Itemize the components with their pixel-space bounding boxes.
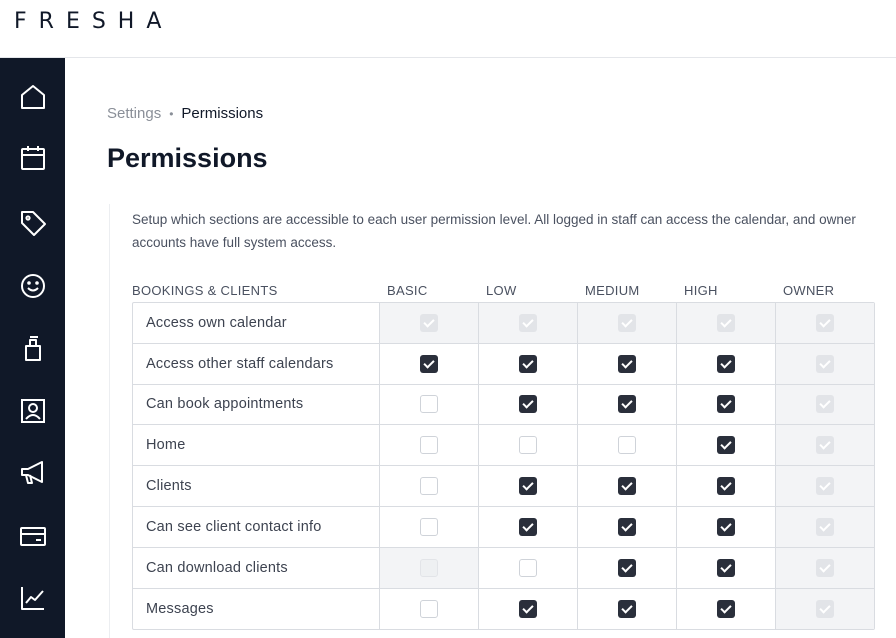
chart-icon	[18, 583, 48, 613]
permission-checkbox-high[interactable]	[717, 355, 735, 373]
permission-cell-medium	[577, 589, 676, 630]
table-row	[133, 344, 874, 385]
permission-cell-owner	[775, 303, 874, 343]
permission-cell-medium	[577, 507, 676, 547]
level-header-basic: BASIC	[387, 283, 428, 298]
permission-cell-owner	[775, 425, 874, 465]
permission-cell-basic	[379, 385, 478, 425]
permission-cell-owner	[775, 466, 874, 506]
table-body	[132, 302, 875, 630]
permission-checkbox-high[interactable]	[717, 518, 735, 536]
permission-checkbox-owner	[816, 477, 834, 495]
permission-label: Home	[146, 437, 186, 454]
permission-checkbox-high	[717, 314, 735, 332]
permission-checkbox-owner	[816, 436, 834, 454]
fresha-logo[interactable]: FRESHA	[14, 9, 174, 34]
permission-checkbox-basic	[420, 559, 438, 577]
permission-cell-owner	[775, 385, 874, 425]
permission-checkbox-owner	[816, 559, 834, 577]
home-icon	[18, 82, 48, 112]
permission-cell-high	[676, 344, 775, 384]
permission-checkbox-basic[interactable]	[420, 518, 438, 536]
permission-checkbox-basic[interactable]	[420, 355, 438, 373]
permission-checkbox-medium[interactable]	[618, 518, 636, 536]
permission-cell-owner	[775, 589, 874, 630]
permission-checkbox-medium[interactable]	[618, 436, 636, 454]
permission-cell-high	[676, 303, 775, 343]
smiley-icon	[18, 271, 48, 301]
permission-cell-low	[478, 548, 577, 588]
permission-checkbox-owner	[816, 314, 834, 332]
sidebar-item-clients[interactable]	[0, 262, 65, 310]
staff-id-icon	[18, 396, 48, 426]
permission-cell-basic	[379, 548, 478, 588]
permission-label: Can download clients	[146, 559, 288, 576]
breadcrumb-settings-link[interactable]: Settings	[107, 105, 162, 122]
permission-checkbox-basic	[420, 314, 438, 332]
permission-cell-high	[676, 507, 775, 547]
permission-cell-basic	[379, 344, 478, 384]
permission-cell-basic	[379, 589, 478, 630]
breadcrumb-current: Permissions	[181, 105, 264, 122]
sidebar	[0, 58, 65, 638]
main-content	[65, 59, 896, 638]
table-row	[133, 589, 874, 630]
permission-cell-low	[478, 425, 577, 465]
tag-icon	[18, 208, 48, 238]
permission-checkbox-low	[519, 314, 537, 332]
permission-checkbox-low[interactable]	[519, 395, 537, 413]
sidebar-item-reports[interactable]	[0, 574, 65, 622]
permissions-card	[109, 204, 896, 638]
permission-cell-low	[478, 589, 577, 630]
table-row	[133, 548, 874, 589]
permission-checkbox-basic[interactable]	[420, 600, 438, 618]
permission-checkbox-medium[interactable]	[618, 355, 636, 373]
permission-checkbox-high[interactable]	[717, 559, 735, 577]
page-title: Permissions	[107, 143, 268, 173]
sidebar-item-services[interactable]	[0, 324, 65, 372]
sidebar-item-home[interactable]	[0, 73, 65, 121]
permission-cell-low	[478, 385, 577, 425]
permission-checkbox-medium[interactable]	[618, 600, 636, 618]
table-row	[133, 507, 874, 548]
permission-label: Can see client contact info	[146, 518, 322, 535]
permission-checkbox-basic[interactable]	[420, 395, 438, 413]
permission-cell-medium	[577, 548, 676, 588]
permission-cell-medium	[577, 466, 676, 506]
permission-checkbox-high[interactable]	[717, 395, 735, 413]
permission-checkbox-medium[interactable]	[618, 395, 636, 413]
table-row	[133, 385, 874, 426]
permission-checkbox-owner	[816, 600, 834, 618]
permission-checkbox-owner	[816, 395, 834, 413]
permission-cell-low	[478, 303, 577, 343]
permission-checkbox-medium	[618, 314, 636, 332]
permission-cell-medium	[577, 385, 676, 425]
permissions-intro: Setup which sections are accessible to each user permission level. All logged in staff can access the calendar, and owner accounts have full system access.	[132, 212, 856, 250]
permissions-table	[132, 280, 875, 630]
permission-label: Messages	[146, 600, 214, 617]
table-row	[133, 303, 874, 344]
permission-cell-medium	[577, 344, 676, 384]
permission-checkbox-low[interactable]	[519, 559, 537, 577]
level-header-owner: OWNER	[783, 283, 835, 298]
permission-cell-medium	[577, 303, 676, 343]
permission-cell-basic	[379, 303, 478, 343]
permission-checkbox-owner	[816, 518, 834, 536]
permission-checkbox-low[interactable]	[519, 600, 537, 618]
calendar-icon	[18, 143, 48, 173]
permission-cell-low	[478, 344, 577, 384]
permission-checkbox-medium[interactable]	[618, 477, 636, 495]
permission-checkbox-low[interactable]	[519, 477, 537, 495]
permission-cell-high	[676, 548, 775, 588]
breadcrumb	[107, 105, 263, 122]
sidebar-item-marketing[interactable]	[0, 448, 65, 496]
section-title: BOOKINGS & CLIENTS	[132, 283, 278, 298]
permission-cell-owner	[775, 344, 874, 384]
permission-checkbox-medium[interactable]	[618, 559, 636, 577]
permission-label: Access own calendar	[146, 314, 287, 331]
permission-cell-high	[676, 466, 775, 506]
top-bar	[0, 0, 896, 58]
permission-cell-basic	[379, 466, 478, 506]
sidebar-item-calendar[interactable]	[0, 134, 65, 182]
permission-cell-owner	[775, 507, 874, 547]
sidebar-item-staff[interactable]	[0, 387, 65, 435]
level-header-medium: MEDIUM	[585, 283, 640, 298]
permission-checkbox-low[interactable]	[519, 518, 537, 536]
permission-cell-high	[676, 385, 775, 425]
breadcrumb-separator: •	[169, 106, 174, 121]
permission-cell-basic	[379, 507, 478, 547]
permission-label: Clients	[146, 478, 192, 495]
level-header-low: LOW	[486, 283, 517, 298]
permission-checkbox-owner	[816, 355, 834, 373]
permission-cell-basic	[379, 425, 478, 465]
megaphone-icon	[18, 457, 48, 487]
permission-checkbox-basic[interactable]	[420, 436, 438, 454]
permission-cell-low	[478, 466, 577, 506]
permission-cell-medium	[577, 425, 676, 465]
card-icon	[18, 521, 48, 551]
permission-checkbox-high[interactable]	[717, 436, 735, 454]
permission-checkbox-low[interactable]	[519, 355, 537, 373]
sidebar-item-sales[interactable]	[0, 199, 65, 247]
permission-label: Access other staff calendars	[146, 355, 334, 372]
permission-checkbox-basic[interactable]	[420, 477, 438, 495]
table-row	[133, 466, 874, 507]
permission-cell-high	[676, 425, 775, 465]
sidebar-item-payments[interactable]	[0, 512, 65, 560]
permission-cell-low	[478, 507, 577, 547]
permission-cell-owner	[775, 548, 874, 588]
table-row	[133, 425, 874, 466]
bottle-icon	[18, 333, 48, 363]
permission-label: Can book appointments	[146, 396, 304, 413]
table-header	[132, 280, 875, 302]
permission-checkbox-high[interactable]	[717, 477, 735, 495]
permission-cell-high	[676, 589, 775, 630]
permission-checkbox-low[interactable]	[519, 436, 537, 454]
level-header-high: HIGH	[684, 283, 718, 298]
permission-checkbox-high[interactable]	[717, 600, 735, 618]
